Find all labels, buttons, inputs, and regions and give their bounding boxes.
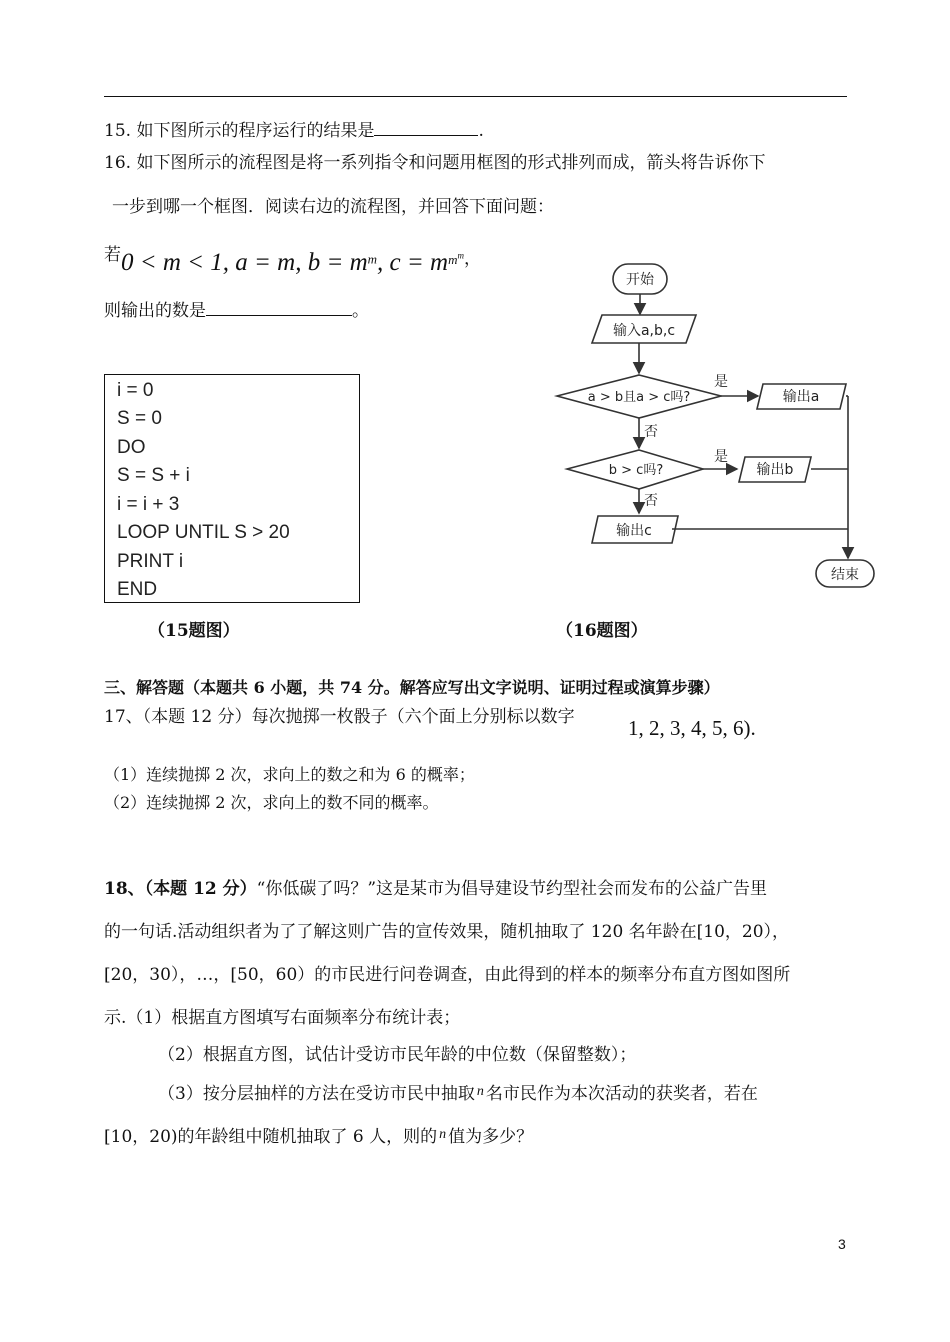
answer-blank-16	[206, 299, 352, 316]
question-18-line1: 18、（本题 12 分）“你低碳了吗？”这是某市为倡导建设节约型社会而发布的公益广告里	[104, 879, 768, 899]
section-3-title: 三、解答题（本题共 6 小题，共 74 分。解答应写出文字说明、证明过程或演算步骤）	[104, 678, 720, 697]
code-line: DO	[117, 437, 146, 458]
question-16-line1: 16. 如下图所示的流程图是将一系列指令和问题用框图的形式排列而成，箭头将告诉你下	[104, 153, 766, 173]
caption-fig15: （15题图）	[148, 621, 240, 641]
no-label-1: 否	[644, 424, 658, 440]
flowchart	[540, 255, 880, 595]
question-17-stem: 17、（本题 12 分）每次抛掷一枚骰子（六个面上分别标以数字	[104, 707, 575, 727]
question-17-digits: 1, 2, 3, 4, 5, 6).	[628, 716, 756, 740]
no-label-2: 否	[644, 493, 658, 509]
code-line: LOOP UNTIL S > 20	[117, 522, 290, 543]
question-18-line4: 示.（1）根据直方图填写右面频率分布统计表；	[104, 1008, 461, 1028]
header-rule	[104, 96, 847, 97]
code-line: S = 0	[117, 408, 162, 429]
code-line: END	[117, 579, 158, 600]
program-box	[104, 374, 360, 603]
question-15: 15. 如下图所示的程序运行的结果是 .	[104, 121, 484, 141]
input-label: 输入a,b,c	[612, 323, 676, 339]
question-18-line2: 的一句话.活动组织者为了了解这则广告的宣传效果，随机抽取了 120 名年龄在[10，20），	[104, 922, 790, 942]
question-16-output: 则输出的数是 。	[104, 301, 369, 321]
question-18-line3: [20，30），…，[50，60）的市民进行问卷调查，由此得到的样本的频率分布直方图如图所	[104, 965, 791, 985]
question-18-line6: （3）按分层抽样的方法在受访市民中抽取 $^n$ 名市民作为本次活动的获奖者，若在	[158, 1084, 758, 1104]
output-a-label: 输出a	[782, 389, 820, 405]
yes-label-1: 是	[714, 374, 728, 390]
question-18-line5: （2）根据直方图，试估计受访市民年龄的中位数（保留整数）；	[158, 1045, 637, 1065]
output-b-label: 输出b	[756, 462, 794, 478]
end-label: 结束	[831, 567, 859, 583]
code-line: S = S + i	[117, 465, 190, 486]
start-label: 开始	[626, 272, 654, 288]
code-line: i = i + 3	[117, 494, 180, 515]
question-18-line7: [10，20)的年龄组中随机抽取了 6 人，则的 $^n$ 值为多少？	[104, 1127, 534, 1147]
question-17-part1: （1）连续抛掷 2 次，求向上的数之和为 6 的概率；	[104, 765, 475, 784]
question-17-part2: （2）连续抛掷 2 次，求向上的数不同的概率。	[104, 793, 439, 812]
answer-blank-15	[374, 119, 478, 136]
question-16-condition: 若0 < m < 1, a = m, $b = m^m$, $c = m^{m^m}$，	[104, 245, 481, 276]
code-line: PRINT i	[117, 551, 184, 572]
question-16-line2: 一步到哪一个框图．阅读右边的流程图，并回答下面问题：	[112, 197, 554, 217]
decision-1-label: a > b且a > c吗?	[587, 390, 691, 405]
output-c-label: 输出c	[616, 523, 652, 539]
page-number: 3	[838, 1236, 846, 1252]
decision-2-label: b > c吗?	[608, 463, 664, 478]
code-line: i = 0	[117, 380, 154, 401]
caption-fig16: （16题图）	[556, 621, 648, 641]
yes-label-2: 是	[714, 449, 728, 465]
